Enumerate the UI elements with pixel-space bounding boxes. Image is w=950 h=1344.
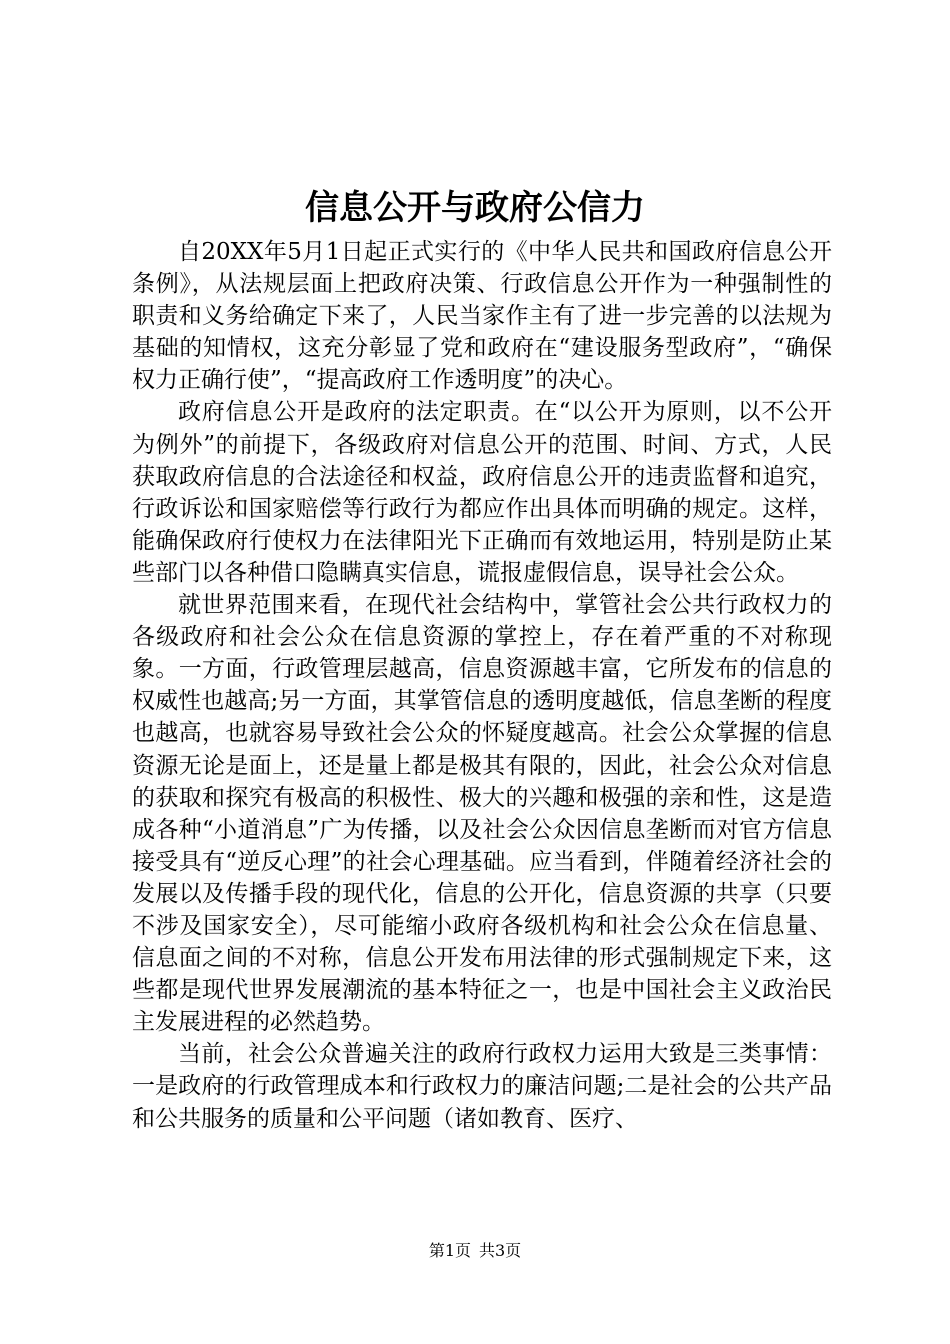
page-footer xyxy=(0,1240,950,1262)
document-body xyxy=(132,236,832,1135)
page-total: 共3页 xyxy=(479,1241,522,1260)
paragraph-4: 当前，社会公众普遍关注的政府行政权力运用大致是三类事情：一是政府的行政管理成本和行政权力的廉洁问题;二是社会的公共产品和公共服务的质量和公平问题（诸如教育、医疗、 xyxy=(132,1041,832,1132)
page-number: 第1页 xyxy=(428,1241,471,1260)
paragraph-1: 自20XX年5月1日起正式实行的《中华人民共和国政府信息公开条例》，从法规层面上把政府决策、行政信息公开作为一种强制性的职责和义务给确定下来了，人民当家作主有了进一步完善的以法规为基础的知情权，这充分彰显了党和政府在“建设服务型政府”，“确保权力正确行使”，“提高政府工作透明度”的决心。 xyxy=(132,239,832,394)
paragraph-3: 就世界范围来看，在现代社会结构中，掌管社会公共行政权力的各级政府和社会公众在信息资源的掌控上，存在着严重的不对称现象。一方面，行政管理层越高，信息资源越丰富，它所发布的信息的权威性也越高;另一方面，其掌管信息的透明度越低，信息垄断的程度也越高，也就容易导致社会公众的怀疑度越高。社会公众掌握的信息资源无论是面上，还是量上都是极其有限的，因此，社会公众对信息的获取和探究有极高的积极性、极大的兴趣和极强的亲和性，这是造成各种“小道消息”广为传播，以及社会公众因信息垄断而对官方信息接受具有“逆反心理”的社会心理基础。应当看到，伴随着经济社会的发展以及传播手段的现代化，信息的公开化，信息资源的共享（只要不涉及国家安全），尽可能缩小政府各级机构和社会公众在信息量、信息面之间的不对称，信息公开发布用法律的形式强制规定下来，这些都是现代世界发展潮流的基本特征之一，也是中国社会主义政治民主发展进程的必然趋势。 xyxy=(132,592,832,1036)
paragraph-2: 政府信息公开是政府的法定职责。在“以公开为原则，以不公开为例外”的前提下，各级政府对信息公开的范围、时间、方式，人民获取政府信息的合法途径和权益，政府信息公开的违责监督和追究，行政诉讼和国家赔偿等行政行为都应作出具体而明确的规定。这样，能确保政府行使权力在法律阳光下正确而有效地运用，特别是防止某些部门以各种借口隐瞒真实信息，谎报虚假信息，误导社会公众。 xyxy=(132,399,832,586)
document-title: 信息公开与政府公信力 xyxy=(305,188,645,228)
